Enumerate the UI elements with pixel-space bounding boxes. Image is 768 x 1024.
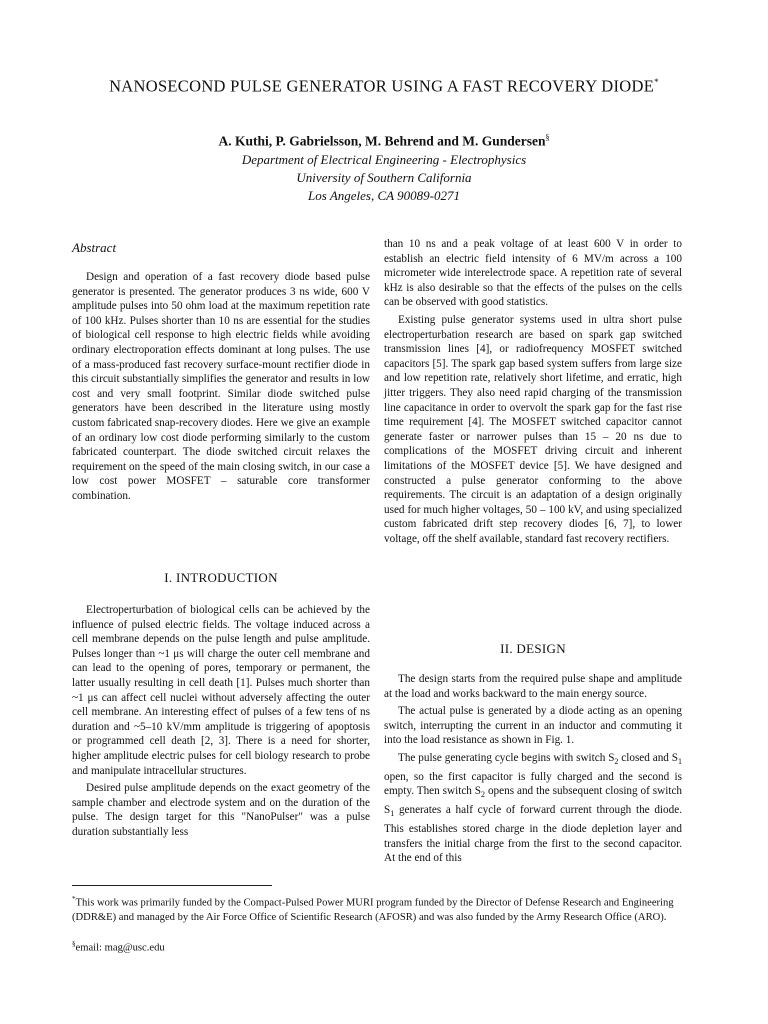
affiliation-university: University of Southern California	[296, 170, 472, 185]
footnote-funding-text: This work was primarily funded by the Compact-Pulsed Power MURI program funded by the Director of Defense Research and Engineering (DDR&E) and managed by the Air Force Office of Scientific Research (AFOSR) and was also funded by the Army Research Office (ARO).	[72, 897, 674, 923]
introduction-continuation: than 10 ns and a peak voltage of at least 600 V in order to establish an electric field intensity of 6 MV/m across a 100 micrometer wide interelectrode space. A repetition rate of several kHz is also desirable so that the effects of the pulses on the cells can be observed with good statistics.	[384, 238, 682, 309]
section-heading-introduction: I. INTRODUCTION	[164, 570, 278, 585]
introduction-body	[72, 603, 370, 843]
introduction-paragraph-1: Electroperturbation of biological cells can be achieved by the influence of pulsed electric fields. The voltage induced across a cell membrane depends on the pulse length and pulse amplitude. Pulses longer than ~1 μs will charge the outer cell membrane and can lead to the opening of pores, temporary or permanent, the latter usually resulting in cell death [1]. Pulses much shorter than ~1 μs can affect cell nuclei without adversely affecting the outer cell membrane. An interesting effect of pulses of a few tens of ns duration and ~5–10 kV/mm amplitude is triggering of apoptosis or programmed cell death [2, 3]. There is a need for shorter, higher amplitude electric pulses for cell biology research to probe and manipulate intracellular structures.	[72, 604, 370, 777]
section-heading-design: II. DESIGN	[500, 641, 566, 656]
paper-title	[60, 71, 708, 98]
footnote-funding-mark: *	[72, 895, 76, 903]
footnote-email-text: email: mag@usc.edu	[75, 942, 165, 954]
abstract-heading: Abstract	[72, 240, 117, 255]
design-body	[384, 672, 682, 869]
design-text-b: closed and S	[618, 751, 678, 764]
design-text-e: generates a half cycle of forward current through the diode. This establishes stored charge in the diode depletion layer and transfers the initial charge from the first to the second capacitor. At the end of this	[384, 804, 682, 865]
paper-title-text: NANOSECOND PULSE GENERATOR USING A FAST RECOVERY DIODE	[109, 76, 655, 96]
author-footnote-mark: §	[545, 133, 550, 142]
introduction-paragraph-2: Desired pulse amplitude depends on the exact geometry of the sample chamber and electrode system and on the duration of the pulse. The design target for this "NanoPulser" was a pulse duration substantially less	[72, 782, 370, 838]
design-paragraph-2: The actual pulse is generated by a diode acting as an opening switch, interrupting the current in an inductor and commuting it into the load resistance as shown in Fig. 1.	[384, 705, 682, 747]
design-text-d: opens and the subsequent closing of switch S	[384, 785, 682, 817]
footnote-email	[72, 937, 708, 956]
abstract-body	[72, 270, 370, 507]
switch-subscript: 2	[614, 757, 619, 767]
title-footnote-mark: *	[654, 77, 659, 87]
design-text-c: open, so the first capacitor is fully charged and the second is empty. Then switch S	[384, 770, 682, 798]
author-list	[60, 133, 708, 150]
design-paragraph-3	[384, 751, 682, 866]
design-text-a: The pulse generating cycle begins with switch S	[398, 751, 615, 764]
design-paragraph-1: The design starts from the required pulse shape and amplitude at the load and works backward to the main energy source.	[384, 673, 682, 700]
footnote-email-mark: §	[72, 940, 76, 948]
switch-subscript: 1	[677, 757, 682, 767]
introduction-paragraph-3: Existing pulse generator systems used in ultra short pulse electroperturbation research are based on spark gap switched transmission lines [4], or radiofrequency MOSFET switched capacitors [5]. The spark gap based system suffers from large size and low repetition rate, relatively short lifetime, and erratic, high jitter triggers. They also need rapid charging of the transmission line capacitance in order to overvolt the spark gap for the fast rise time requirement [4]. The MOSFET switched capacitor cannot generate faster or narrower pulses than 15 – 20 ns due to complications of the MOSFET driving circuit and inherent limitations of the MOSFET device [5]. We have designed and constructed a pulse generator conforming to the above requirements. The circuit is an adaptation of a design originally used for much higher voltages, 50 – 100 kV, and using specialized custom fabricated drift step recovery diodes [6, 7], to lower voltage, off the shelf available, standard fast recovery rectifiers.	[384, 313, 682, 545]
abstract-paragraph: Design and operation of a fast recovery diode based pulse generator is presented. The generator produces 3 ns wide, 600 V amplitude pulses into 50 ohm load at the maximum repetition rate of 100 kHz. Pulses shorter than 10 ns are essential for the studies of biological cell response to high electric fields while avoiding ordinary electroporation effects dominant at long pulses. The use of a mass-produced fast recovery surface-mount rectifier diode in this circuit substantially simplifies the generator and results in low cost and very small footprint. Similar diode switched pulse generators have been described in the literature using mostly custom fabricated snap-recovery diodes. Here we give an example of an ordinary low cost diode performing similarly to the custom fabricated counterpart. The diode switched circuit relaxes the requirement on the speed of the main closing switch, in our case a low cost power MOSFET – saturable core transformer combination.	[72, 271, 370, 502]
footnote-funding	[72, 892, 708, 925]
affiliation-department: Department of Electrical Engineering - Electrophysics	[241, 152, 527, 167]
switch-subscript: 2	[481, 790, 486, 800]
right-column-top	[384, 237, 682, 549]
switch-subscript: 1	[390, 809, 395, 819]
affiliation-address: Los Angeles, CA 90089-0271	[308, 188, 460, 203]
author-names: A. Kuthi, P. Gabrielsson, M. Behrend and M. Gundersen	[218, 133, 546, 149]
footnote-divider	[72, 885, 272, 886]
